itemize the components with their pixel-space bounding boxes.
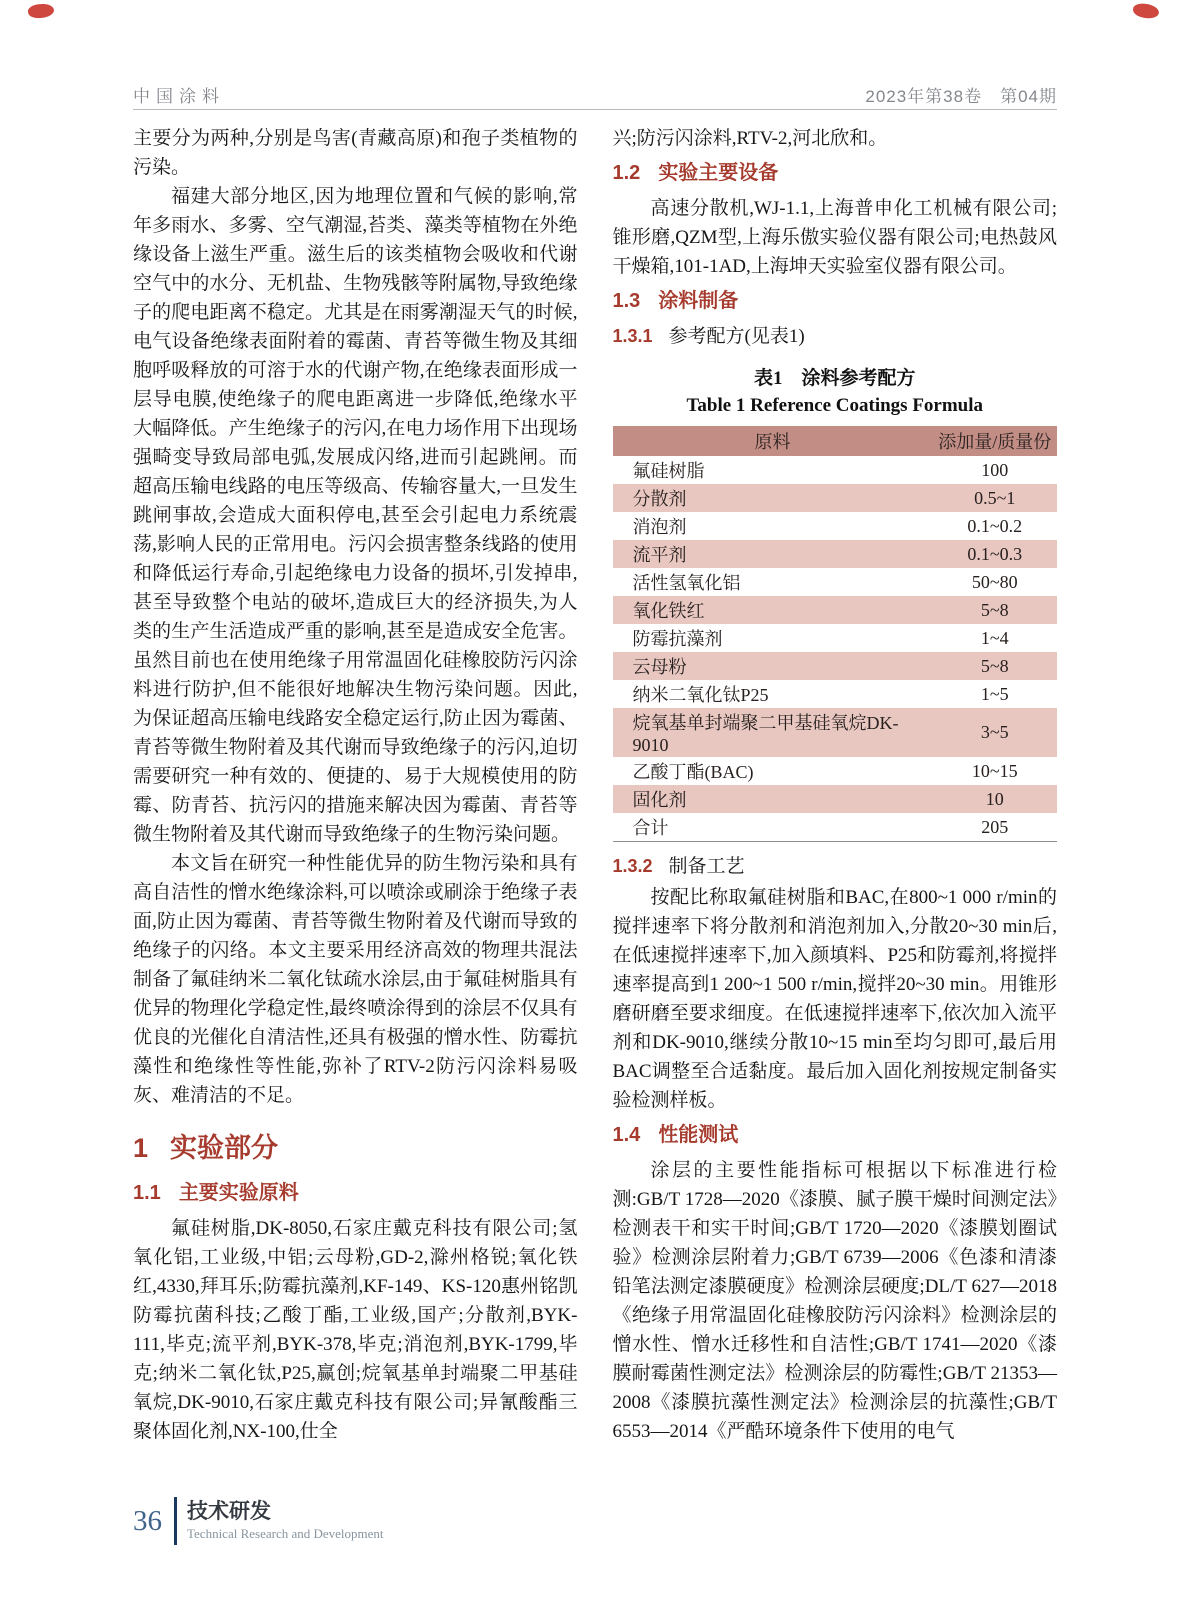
issue-info: 2023年第38卷 第04期	[865, 87, 1057, 106]
material-cell: 活性氢氧化铝	[632, 573, 741, 593]
section-number: 1.3.2	[612, 856, 653, 876]
table-row	[613, 757, 1058, 785]
column-header-material: 原料	[613, 426, 933, 456]
material-cell: 分散剂	[632, 489, 687, 509]
section-title: 实验主要设备	[658, 162, 779, 184]
scan-mark-top-right	[1132, 3, 1159, 20]
paragraph: 涂层的主要性能指标可根据以下标准进行检测:GB/T 1728—2020《漆膜、腻子膜干燥时间测定法》检测表干和实干时间;GB/T 1720—2020《漆膜划圈试验》检测涂层附着力;GB/T 6739—2006《色漆和清漆 铅笔法测定漆膜硬度》检测涂层硬度;DL/T 627—2018《绝缘子用常温固化硅橡胶防污闪涂料》检测涂层的憎水性、憎水迁移性和自洁性;GB/T 1741—2020《漆膜耐霉菌性测定法》检测涂层的防霉性;GB/T 21353—2008《漆膜抗藻性测定法》检测涂层的抗藻性;GB/T 6553—2014《严酷环境条件下使用的电气	[612, 1160, 1057, 1442]
table-row	[613, 456, 1058, 484]
material-cell: 氧化铁红	[632, 601, 705, 621]
paragraph: 氟硅树脂,DK-8050,石家庄戴克科技有限公司;氢氧化铝,工业级,中铝;云母粉,GD-2,滁州格锐;氧化铁红,4330,拜耳乐;防霉抗藻剂,KF-149、KS-120惠州铭凯防霉抗菌科技;乙酸丁酯,工业级,国产;分散剂,BYK-111,毕克;流平剂,BYK-378,毕克;消泡剂,BYK-1799,毕克;纳米二氧化钛,P25,赢创;烷氧基单封端聚二甲基硅氧烷,DK-9010,石家庄戴克科技有限公司;异氰酸酯三聚体固化剂,NX-100,仕全	[133, 1218, 578, 1442]
section-number: 1.2	[612, 162, 641, 184]
amount-cell: 0.1~0.2	[967, 515, 1023, 536]
amount-cell: 5~8	[980, 599, 1009, 620]
section-number: 1.4	[612, 1124, 641, 1146]
table-row	[613, 785, 1058, 813]
column-header-amount: 添加量/质量份	[933, 426, 1057, 456]
footer-section-cn: 技术研发	[187, 1500, 271, 1523]
section-title: 制备工艺	[668, 856, 745, 877]
amount-cell: 10~15	[971, 760, 1018, 781]
amount-cell: 0.5~1	[974, 487, 1016, 508]
footer-section-en: Technical Research and Development	[187, 1526, 384, 1541]
section-heading-1-3-2	[613, 852, 1058, 881]
right-column	[613, 124, 1058, 1446]
footer-section-labels	[187, 1497, 384, 1545]
table-row	[613, 813, 1058, 842]
material-cell: 消泡剂	[632, 517, 687, 537]
table-row	[613, 540, 1058, 568]
journal-title: 中国涂料	[133, 87, 225, 106]
section-number: 1.3	[612, 290, 641, 312]
material-cell: 防霉抗藻剂	[632, 629, 723, 649]
header-divider	[133, 109, 1057, 110]
table-1-block	[613, 365, 1058, 842]
material-cell: 烷氧基单封端聚二甲基硅氧烷DK-9010	[632, 713, 899, 755]
paragraph: 兴;防污闪涂料,RTV-2,河北欣和。	[612, 128, 888, 149]
reference-formula-table	[613, 426, 1058, 842]
section-heading-1-2	[613, 158, 1058, 188]
section-heading-1-1	[133, 1178, 578, 1208]
material-cell: 固化剂	[632, 790, 687, 810]
two-column-body	[133, 124, 1057, 1446]
scan-mark-top-left	[27, 2, 55, 19]
amount-cell: 1~5	[980, 683, 1009, 704]
section-title: 涂料制备	[658, 290, 739, 312]
section-title: 性能测试	[658, 1124, 739, 1146]
table-row	[613, 512, 1058, 540]
section-heading-1-3-1	[613, 322, 1058, 351]
section-number: 1	[133, 1133, 149, 1163]
amount-cell: 205	[933, 813, 1057, 842]
material-cell: 乙酸丁酯(BAC)	[632, 762, 754, 782]
amount-cell: 3~5	[980, 722, 1009, 742]
section-title: 参考配方(见表1)	[668, 326, 805, 347]
section-number: 1.3.1	[612, 326, 653, 346]
section-heading-1-3	[613, 286, 1058, 316]
table-row	[613, 652, 1058, 680]
material-cell: 氟硅树脂	[632, 461, 705, 481]
table-caption-en: Table 1 Reference Coatings Formula	[686, 395, 984, 416]
section-heading-1	[133, 1130, 578, 1166]
paragraph: 按配比称取氟硅树脂和BAC,在800~1 000 r/min的搅拌速率下将分散剂和消泡剂加入,分散20~30 min后,在低速搅拌速率下,加入颜填料、P25和防霉剂,将搅拌速率提高到1 200~1 500 r/min,搅拌20~30 min。用锥形磨研磨至要求细度。在低速搅拌速率下,依次加入流平剂和DK-9010,继续分散10~15 min至均匀即可,最后用BAC调整至合适黏度。最后加入固化剂按规定制备实验检测样板。	[612, 887, 1057, 1111]
footer-divider-bar	[174, 1497, 177, 1545]
table-caption-cn: 表1 涂料参考配方	[753, 368, 916, 389]
page-header	[133, 82, 1057, 107]
paragraph: 高速分散机,WJ-1.1,上海普申化工机械有限公司;锥形磨,QZM型,上海乐傲实验仪器有限公司;电热鼓风干燥箱,101-1AD,上海坤天实验室仪器有限公司。	[612, 198, 1057, 277]
amount-cell: 1~4	[980, 627, 1009, 648]
section-title: 实验部分	[170, 1133, 279, 1163]
material-cell: 纳米二氧化钛P25	[632, 685, 769, 705]
table-row	[613, 680, 1058, 708]
amount-cell: 5~8	[980, 655, 1009, 676]
left-column	[133, 124, 578, 1446]
table-row	[613, 624, 1058, 652]
table-row	[613, 596, 1058, 624]
paragraph: 本文旨在研究一种性能优异的防生物污染和具有高自洁性的憎水绝缘涂料,可以喷涂或刷涂于绝缘子表面,防止因为霉菌、青苔等微生物附着及代谢而导致的绝缘子的闪络。本文主要采用经济高效的物理共混法制备了氟硅纳米二氧化钛疏水涂层,由于氟硅树脂具有优异的物理化学稳定性,最终喷涂得到的涂层不仅具有优良的光催化自清洁性,还具有极强的憎水性、防霉抗藻性和绝缘性等性能,弥补了RTV-2防污闪涂料易吸灰、难清洁的不足。	[133, 853, 578, 1106]
amount-cell: 10	[985, 788, 1004, 809]
page-number: 36	[133, 1505, 162, 1537]
section-heading-1-4	[613, 1120, 1058, 1150]
amount-cell: 100	[981, 459, 1009, 480]
amount-cell: 0.1~0.3	[967, 543, 1023, 564]
material-cell: 云母粉	[632, 657, 687, 677]
amount-cell: 50~80	[971, 571, 1018, 592]
section-title: 主要实验原料	[178, 1182, 299, 1204]
section-number: 1.1	[133, 1182, 161, 1204]
paragraph: 福建大部分地区,因为地理位置和气候的影响,常年多雨水、多雾、空气潮湿,苔类、藻类等植物在外绝缘设备上滋生严重。滋生后的该类植物会吸收和代谢空气中的水分、无机盐、生物残骸等附属物,导致绝缘子的爬电距离不稳定。尤其是在雨雾潮湿天气的时候,电气设备绝缘表面附着的霉菌、青苔等微生物及其细胞呼吸释放的可溶于水的代谢产物,在绝缘表面形成一层导电膜,使绝缘子的爬电距离进一步降低,绝缘水平大幅降低。产生绝缘子的污闪,在电力场作用下出现场强畸变导致局部电弧,发展成闪络,进而引起跳闸。而超高压输电线路的电压等级高、传输容量大,一旦发生跳闸事故,会造成大面积停电,甚至会引起电力系统震荡,影响人民的正常用电。污闪会损害整条线路的使用和降低运行寿命,引起绝缘电力设备的损坏,引发掉串,甚至导致整个电站的破坏,造成巨大的经济损失,为人类的生产生活造成严重的影响,甚至是造成安全危害。虽然目前也在使用绝缘子用常温固化硅橡胶防污闪涂料进行防护,但不能很好地解决生物污染问题。因此,为保证超高压输电线路安全稳定运行,防止因为霉菌、青苔等微生物附着及其代谢而导致绝缘子的污闪,迫切需要研究一种有效的、便捷的、易于大规模使用的防霉、防青苔、抗污闪的措施来解决因为霉菌、青苔等微生物附着及其代谢而导致绝缘子的生物污染问题。	[133, 186, 578, 845]
page-footer	[133, 1497, 384, 1545]
table-row	[613, 708, 1058, 757]
material-cell: 流平剂	[632, 545, 687, 565]
table-row	[613, 568, 1058, 596]
table-header-row	[613, 426, 1058, 456]
paragraph: 主要分为两种,分别是鸟害(青藏高原)和孢子类植物的污染。	[133, 128, 578, 178]
table-row	[613, 484, 1058, 512]
material-cell: 合计	[613, 813, 933, 842]
